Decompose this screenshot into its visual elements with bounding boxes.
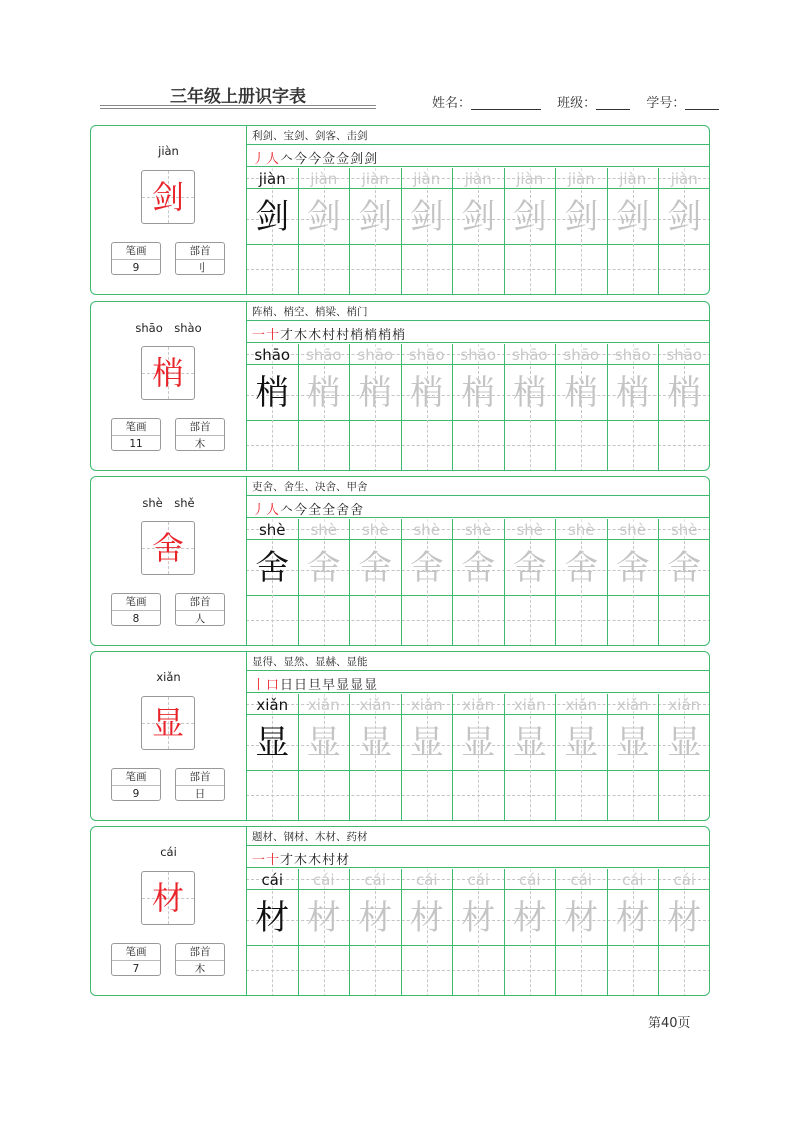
practice-pinyin: shè	[619, 521, 647, 539]
stroke-order	[252, 499, 364, 518]
practice-character: 剑	[255, 197, 290, 237]
practice-cell[interactable]	[246, 519, 298, 646]
radical-label: 部首	[176, 419, 224, 436]
practice-cell[interactable]	[607, 519, 659, 646]
character-entry	[90, 125, 710, 295]
practice-pinyin: cái	[673, 871, 696, 889]
practice-cell[interactable]	[401, 344, 453, 471]
practice-character: 显	[667, 723, 702, 763]
stroke-count-value: 9	[132, 262, 140, 274]
radical-box	[175, 418, 225, 451]
stroke-step: 村	[336, 328, 351, 343]
practice-cell[interactable]	[504, 519, 556, 646]
practice-character: 材	[564, 898, 599, 938]
stroke-step: 才	[280, 328, 295, 343]
radical-label: 部首	[176, 944, 224, 961]
stroke-count-value: 9	[132, 788, 140, 800]
name-field[interactable]	[471, 96, 541, 110]
practice-pinyin: cái	[415, 871, 438, 889]
practice-character: 材	[358, 898, 393, 938]
name-label: 姓名：	[432, 96, 472, 111]
stroke-step: 木	[294, 853, 309, 868]
practice-cell[interactable]	[555, 168, 607, 295]
practice-cell[interactable]	[401, 694, 453, 821]
stroke-step: 舍	[350, 503, 365, 518]
stroke-count-box	[111, 242, 161, 275]
practice-cell[interactable]	[246, 168, 298, 295]
practice-pinyin: shāo	[563, 346, 600, 364]
practice-pinyin: shè	[361, 521, 389, 539]
stroke-step: 𠆢	[280, 503, 295, 518]
practice-pinyin: jiàn	[619, 170, 647, 188]
stroke-step: 舍	[336, 503, 351, 518]
practice-character: 舍	[409, 548, 444, 588]
stroke-step: 人	[266, 152, 281, 167]
practice-character: 舍	[306, 548, 341, 588]
stroke-step: 村	[322, 328, 337, 343]
stroke-step: 一	[252, 328, 267, 343]
practice-cell[interactable]	[504, 168, 556, 295]
stroke-step: 今	[308, 152, 323, 167]
practice-cell[interactable]	[452, 344, 504, 471]
radical-box	[175, 943, 225, 976]
title-underline-2	[100, 108, 376, 109]
practice-cell[interactable]	[298, 694, 350, 821]
radical-value: 日	[194, 788, 206, 800]
practice-pinyin: xiǎn	[513, 696, 546, 714]
stroke-step: 梢	[350, 328, 365, 343]
character-summary-panel	[91, 302, 247, 470]
radical-label: 部首	[176, 594, 224, 611]
practice-panel	[246, 827, 710, 995]
practice-panel	[246, 652, 710, 820]
practice-cell[interactable]	[504, 694, 556, 821]
practice-cell[interactable]	[452, 168, 504, 295]
stroke-count-label: 笔画	[112, 594, 160, 611]
practice-cell[interactable]	[555, 869, 607, 996]
stroke-step: 今	[294, 503, 309, 518]
stroke-step: 十	[266, 853, 281, 868]
practice-character: 梢	[358, 373, 393, 413]
practice-character: 材	[615, 898, 650, 938]
practice-character: 材	[255, 898, 290, 938]
practice-character: 显	[255, 723, 290, 763]
practice-character: 舍	[512, 548, 547, 588]
stroke-step: 十	[266, 328, 281, 343]
radical-label: 部首	[176, 243, 224, 260]
practice-pinyin: cái	[467, 871, 490, 889]
practice-cell[interactable]	[658, 869, 710, 996]
stroke-step: 梢	[392, 328, 407, 343]
practice-cell[interactable]	[555, 694, 607, 821]
character-entry	[90, 301, 710, 471]
model-character-box	[141, 346, 195, 400]
practice-character: 材	[667, 898, 702, 938]
stroke-step: 丨	[252, 678, 267, 693]
practice-cell[interactable]	[607, 869, 659, 996]
practice-cell[interactable]	[452, 694, 504, 821]
practice-cell[interactable]	[607, 168, 659, 295]
radical-value: 木	[194, 963, 206, 975]
stroke-order	[252, 849, 350, 868]
stroke-step: 显	[364, 678, 379, 693]
stroke-count-box	[111, 943, 161, 976]
practice-character: 显	[564, 723, 599, 763]
practice-cell[interactable]	[246, 694, 298, 821]
stroke-count-label: 笔画	[112, 769, 160, 786]
stroke-count-box	[111, 593, 161, 626]
stroke-order	[252, 674, 378, 693]
radical-value: 木	[194, 438, 206, 450]
practice-pinyin: shāo	[511, 346, 548, 364]
stroke-step: 剑	[364, 152, 379, 167]
practice-cell[interactable]	[349, 168, 401, 295]
practice-character: 剑	[306, 197, 341, 237]
practice-pinyin: xiǎn	[307, 696, 340, 714]
character-pinyin: xiǎn	[156, 670, 181, 684]
example-words: 利剑、宝剑、剑客、击剑	[252, 130, 368, 142]
practice-cell[interactable]	[246, 869, 298, 996]
practice-cell[interactable]	[401, 168, 453, 295]
title-underline	[100, 105, 376, 106]
practice-character: 梢	[667, 373, 702, 413]
practice-pinyin: xiǎn	[462, 696, 495, 714]
student-info-fields	[432, 92, 719, 111]
practice-character: 显	[409, 723, 444, 763]
practice-cell[interactable]	[658, 694, 710, 821]
practice-pinyin: cái	[570, 871, 593, 889]
stroke-count-label: 笔画	[112, 419, 160, 436]
practice-cell[interactable]	[298, 869, 350, 996]
practice-cell[interactable]	[658, 344, 710, 471]
stroke-step: 材	[336, 853, 351, 868]
example-words: 阵梢、梢空、梢梁、梢门	[252, 306, 368, 318]
practice-character: 舍	[255, 548, 290, 588]
model-character-box	[141, 170, 195, 224]
character-pinyin: shè shě	[142, 496, 195, 510]
character-entry	[90, 651, 710, 821]
stroke-step: 今	[294, 152, 309, 167]
stroke-step: 木	[308, 853, 323, 868]
student-id-label: 学号：	[646, 96, 686, 111]
page-title: 三年级上册识字表	[170, 87, 306, 107]
practice-cell[interactable]	[607, 344, 659, 471]
stroke-step: 佥	[336, 152, 351, 167]
character-summary-panel	[91, 126, 247, 294]
practice-pinyin: shāo	[357, 346, 394, 364]
stroke-count-box	[111, 418, 161, 451]
stroke-step: 早	[322, 678, 337, 693]
stroke-step: 丿	[252, 503, 267, 518]
practice-cell[interactable]	[349, 869, 401, 996]
practice-cell[interactable]	[658, 168, 710, 295]
practice-pinyin: jiàn	[516, 170, 544, 188]
practice-cell[interactable]	[349, 344, 401, 471]
stroke-step: 梢	[378, 328, 393, 343]
practice-character: 显	[615, 723, 650, 763]
stroke-step: 村	[322, 853, 337, 868]
practice-cell[interactable]	[298, 519, 350, 646]
practice-pinyin: xiǎn	[668, 696, 701, 714]
practice-pinyin: shāo	[254, 346, 291, 364]
practice-cell[interactable]	[555, 519, 607, 646]
practice-pinyin: shè	[670, 521, 698, 539]
radical-box	[175, 593, 225, 626]
model-character-box	[141, 696, 195, 750]
stroke-step: 旦	[308, 678, 323, 693]
practice-character: 剑	[615, 197, 650, 237]
practice-character: 梢	[461, 373, 496, 413]
stroke-order	[252, 148, 378, 167]
model-character: 材	[151, 879, 184, 917]
practice-pinyin: xiǎn	[410, 696, 443, 714]
stroke-count-label: 笔画	[112, 944, 160, 961]
practice-pinyin: cái	[621, 871, 644, 889]
practice-cell[interactable]	[658, 519, 710, 646]
stroke-step: 𠆢	[280, 152, 295, 167]
practice-pinyin: shāo	[666, 346, 703, 364]
practice-cell[interactable]	[246, 344, 298, 471]
page-number: 第40页	[648, 1016, 691, 1031]
stroke-step: 丿	[252, 152, 267, 167]
stroke-count-value: 8	[132, 613, 140, 625]
practice-pinyin: cái	[364, 871, 387, 889]
practice-character: 舍	[358, 548, 393, 588]
model-character-box	[141, 521, 195, 575]
practice-cell[interactable]	[452, 519, 504, 646]
stroke-step: 才	[280, 853, 295, 868]
practice-cell[interactable]	[349, 519, 401, 646]
model-character: 舍	[151, 529, 184, 567]
practice-cell[interactable]	[298, 168, 350, 295]
practice-character: 材	[512, 898, 547, 938]
practice-pinyin: jiàn	[567, 170, 595, 188]
practice-cell[interactable]	[607, 694, 659, 821]
practice-pinyin: shāo	[460, 346, 497, 364]
stroke-step: 一	[252, 853, 267, 868]
practice-character: 舍	[667, 548, 702, 588]
practice-character: 梢	[409, 373, 444, 413]
stroke-count-value: 11	[129, 438, 143, 450]
practice-panel	[246, 126, 710, 294]
student-id-field[interactable]	[685, 96, 719, 110]
practice-pinyin: xiǎn	[359, 696, 392, 714]
practice-character: 梢	[255, 373, 290, 413]
character-summary-panel	[91, 652, 247, 820]
class-field[interactable]	[596, 96, 630, 110]
stroke-order	[252, 324, 406, 343]
practice-character: 剑	[667, 197, 702, 237]
character-summary-panel	[91, 477, 247, 645]
practice-cell[interactable]	[504, 344, 556, 471]
practice-character: 梢	[564, 373, 599, 413]
practice-pinyin: shāo	[408, 346, 445, 364]
practice-pinyin: shè	[464, 521, 492, 539]
practice-cell[interactable]	[349, 694, 401, 821]
practice-character: 舍	[564, 548, 599, 588]
practice-character: 显	[306, 723, 341, 763]
practice-cell[interactable]	[401, 869, 453, 996]
practice-pinyin: cái	[312, 871, 335, 889]
practice-character: 剑	[564, 197, 599, 237]
radical-value: 刂	[194, 262, 206, 274]
practice-character: 显	[461, 723, 496, 763]
stroke-step: 全	[322, 503, 337, 518]
model-character: 剑	[151, 178, 184, 216]
example-words: 题材、钢材、木材、药材	[252, 831, 368, 843]
practice-cell[interactable]	[401, 519, 453, 646]
practice-pinyin: jiàn	[413, 170, 441, 188]
practice-character: 梢	[512, 373, 547, 413]
practice-character: 材	[306, 898, 341, 938]
practice-pinyin: jiàn	[464, 170, 492, 188]
practice-cell[interactable]	[298, 344, 350, 471]
radical-value: 人	[194, 613, 206, 625]
practice-pinyin: shè	[516, 521, 544, 539]
practice-character: 剑	[358, 197, 393, 237]
example-words: 吏舍、舍生、决舍、甲舍	[252, 481, 368, 493]
stroke-count-box	[111, 768, 161, 801]
practice-character: 显	[512, 723, 547, 763]
practice-pinyin: jiàn	[310, 170, 338, 188]
stroke-step: 木	[308, 328, 323, 343]
practice-pinyin: shè	[258, 521, 286, 539]
practice-pinyin: xiǎn	[256, 696, 289, 714]
character-summary-panel	[91, 827, 247, 995]
stroke-count-value: 7	[132, 963, 140, 975]
model-character: 梢	[151, 354, 184, 392]
practice-pinyin: xiǎn	[565, 696, 598, 714]
stroke-step: 日	[280, 678, 295, 693]
stroke-step: 佥	[322, 152, 337, 167]
stroke-count-label: 笔画	[112, 243, 160, 260]
practice-character: 剑	[409, 197, 444, 237]
radical-box	[175, 242, 225, 275]
practice-pinyin: jiàn	[258, 170, 286, 188]
stroke-step: 显	[350, 678, 365, 693]
practice-pinyin: shāo	[305, 346, 342, 364]
model-character: 显	[151, 704, 184, 742]
stroke-step: 梢	[364, 328, 379, 343]
practice-panel	[246, 477, 710, 645]
practice-character: 材	[461, 898, 496, 938]
practice-character: 梢	[306, 373, 341, 413]
stroke-step: 剑	[350, 152, 365, 167]
class-label: 班级：	[557, 96, 597, 111]
stroke-step: 口	[266, 678, 281, 693]
practice-pinyin: xiǎn	[616, 696, 649, 714]
practice-pinyin: jiàn	[361, 170, 389, 188]
stroke-step: 木	[294, 328, 309, 343]
practice-pinyin: shè	[413, 521, 441, 539]
practice-cell[interactable]	[452, 869, 504, 996]
practice-character: 舍	[461, 548, 496, 588]
model-character-box	[141, 871, 195, 925]
practice-pinyin: shè	[310, 521, 338, 539]
radical-box	[175, 768, 225, 801]
stroke-step: 日	[294, 678, 309, 693]
character-entry	[90, 476, 710, 646]
practice-pinyin: cái	[261, 871, 284, 889]
practice-character: 剑	[461, 197, 496, 237]
character-pinyin: jiàn	[158, 144, 179, 158]
stroke-step: 全	[308, 503, 323, 518]
practice-cell[interactable]	[504, 869, 556, 996]
practice-character: 舍	[615, 548, 650, 588]
practice-character: 材	[409, 898, 444, 938]
stroke-step: 显	[336, 678, 351, 693]
practice-pinyin: cái	[518, 871, 541, 889]
practice-pinyin: shāo	[614, 346, 651, 364]
character-pinyin: cái	[160, 845, 177, 859]
practice-panel	[246, 302, 710, 470]
practice-character: 剑	[512, 197, 547, 237]
practice-cell[interactable]	[555, 344, 607, 471]
practice-pinyin: shè	[567, 521, 595, 539]
example-words: 显得、显然、显赫、显能	[252, 656, 368, 668]
character-entry	[90, 826, 710, 996]
character-pinyin: shāo shào	[135, 321, 202, 335]
stroke-step: 人	[266, 503, 281, 518]
radical-label: 部首	[176, 769, 224, 786]
practice-pinyin: jiàn	[670, 170, 698, 188]
practice-character: 梢	[615, 373, 650, 413]
practice-character: 显	[358, 723, 393, 763]
